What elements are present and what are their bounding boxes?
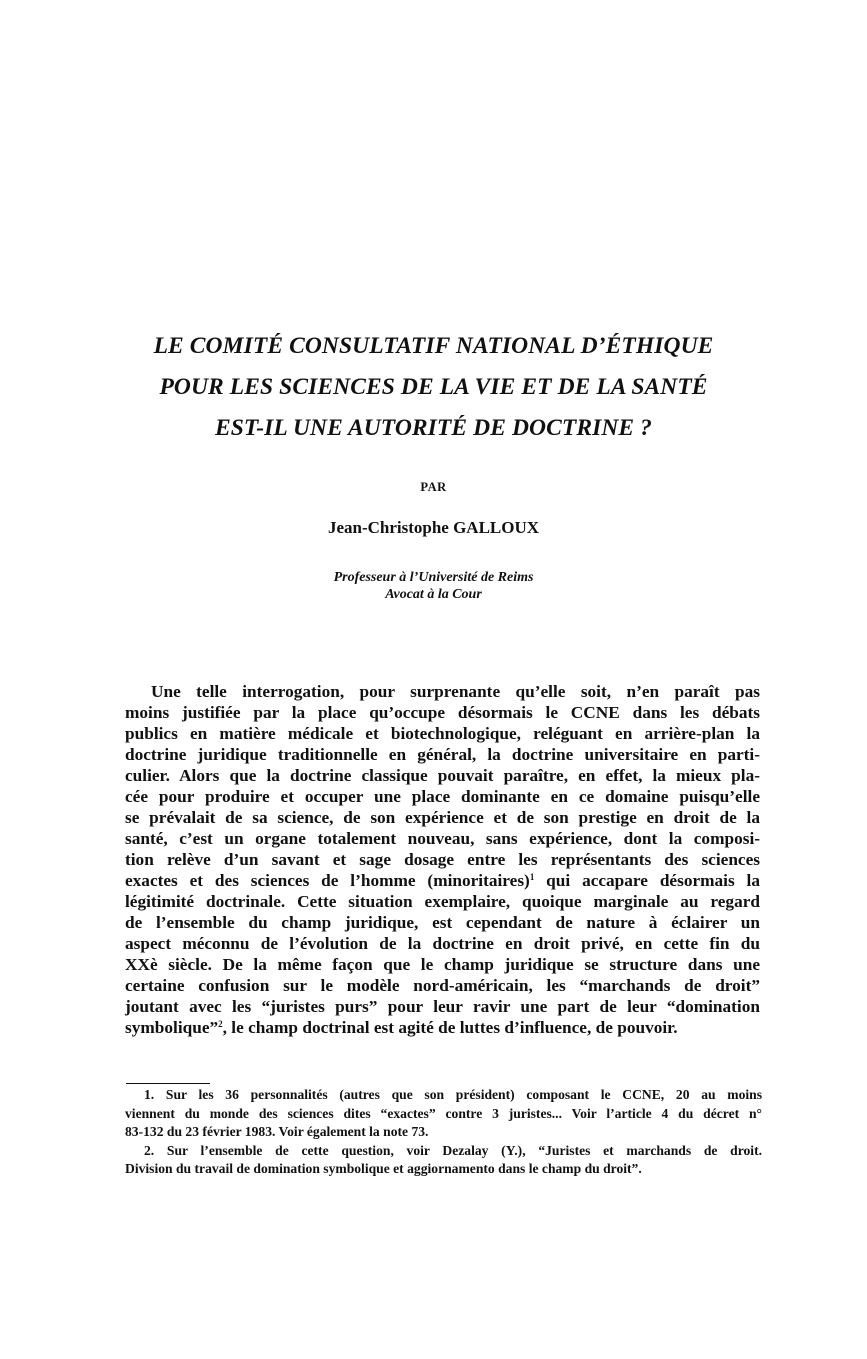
footnote-line: viennent du monde des sciences dites “exactes” contre 3 juristes... Voir l’article 4 du décret n° bbox=[125, 1105, 762, 1121]
footnote-ref-1[interactable]: 1 bbox=[529, 872, 535, 882]
footnote-line: 83-132 du 23 février 1983. Voir également la note 73. bbox=[125, 1124, 429, 1139]
footnote-line: Division du travail de domination symbolique et aggiornamento dans le champ du droit”. bbox=[125, 1161, 642, 1176]
body-line: santé, c’est un organe totalement nouveau, sans expérience, dont la composi- bbox=[125, 829, 760, 848]
body-line: doctrine juridique traditionnelle en général, la doctrine universitaire en parti- bbox=[125, 745, 760, 764]
author-name: Jean-Christophe GALLOUX bbox=[327, 518, 540, 537]
body-line: certaine confusion sur le modèle nord-américain, les “marchands de droit” bbox=[125, 976, 760, 995]
body-line: tion relève d’un savant et sage dosage entre les représentants des sciences bbox=[125, 850, 760, 869]
body-line: aspect méconnu de l’évolution de la doctrine en droit privé, en cette fin du bbox=[125, 934, 760, 953]
footnote-line: 1. Sur les 36 personnalités (autres que son président) composant le CCNE, 20 au moins bbox=[144, 1087, 762, 1102]
title-line-3: EST-IL UNE AUTORITÉ DE DOCTRINE ? bbox=[214, 415, 653, 441]
body-line: légitimité doctrinale. Cette situation exemplaire, quoique marginale au regard bbox=[125, 892, 760, 911]
body-line-text: symbolique” bbox=[125, 1018, 219, 1037]
body-line: Une telle interrogation, pour surprenante qu’elle soit, n’en paraît pas bbox=[151, 682, 760, 701]
footnotes bbox=[125, 1086, 762, 1179]
byline-par: PAR bbox=[420, 480, 447, 494]
footnote-line: 2. Sur l’ensemble de cette question, voir Dezalay (Y.), “Juristes et marchands de droit. bbox=[144, 1142, 762, 1158]
article-title bbox=[0, 326, 867, 449]
affiliation-line-1: Professeur à l’Université de Reims bbox=[333, 570, 534, 585]
body-paragraph bbox=[125, 681, 760, 1038]
body-line bbox=[125, 1017, 760, 1038]
body-line-text: exactes et des sciences de l’homme (minoritaires) bbox=[125, 871, 530, 890]
body-line: XXè siècle. De la même façon que le champ juridique se structure dans une bbox=[125, 955, 760, 974]
body-line-text: , le champ doctrinal est agité de luttes d’influence, de pouvoir. bbox=[222, 1018, 678, 1037]
footnote-divider bbox=[126, 1083, 210, 1084]
title-line-1: LE COMITÉ CONSULTATIF NATIONAL D’ÉTHIQUE bbox=[153, 333, 714, 359]
body-line: cée pour produire et occuper une place dominante en ce domaine puisqu’elle bbox=[125, 787, 760, 806]
title-line-2: POUR LES SCIENCES DE LA VIE ET DE LA SANTÉ bbox=[159, 374, 708, 400]
affiliation-line-2: Avocat à la Cour bbox=[385, 587, 482, 602]
body-line: de l’ensemble du champ juridique, est cependant de nature à éclairer un bbox=[125, 913, 760, 932]
body-line: moins justifiée par la place qu’occupe désormais le CCNE dans les débats bbox=[125, 703, 760, 722]
body-line: joutant avec les “juristes purs” pour leur ravir une part de leur “domination bbox=[125, 997, 760, 1016]
body-line: se prévalait de sa science, de son expérience et de son prestige en droit de la bbox=[125, 808, 760, 827]
body-line: culier. Alors que la doctrine classique pouvait paraître, en effet, la mieux pla- bbox=[125, 766, 760, 785]
body-line bbox=[125, 870, 760, 891]
body-line: publics en matière médicale et biotechnologique, reléguant en arrière-plan la bbox=[125, 724, 760, 743]
body-line-text: qui accapare désormais la bbox=[534, 871, 760, 890]
author-affiliation bbox=[0, 569, 867, 603]
footnote-ref-2[interactable]: 2 bbox=[218, 1019, 223, 1029]
